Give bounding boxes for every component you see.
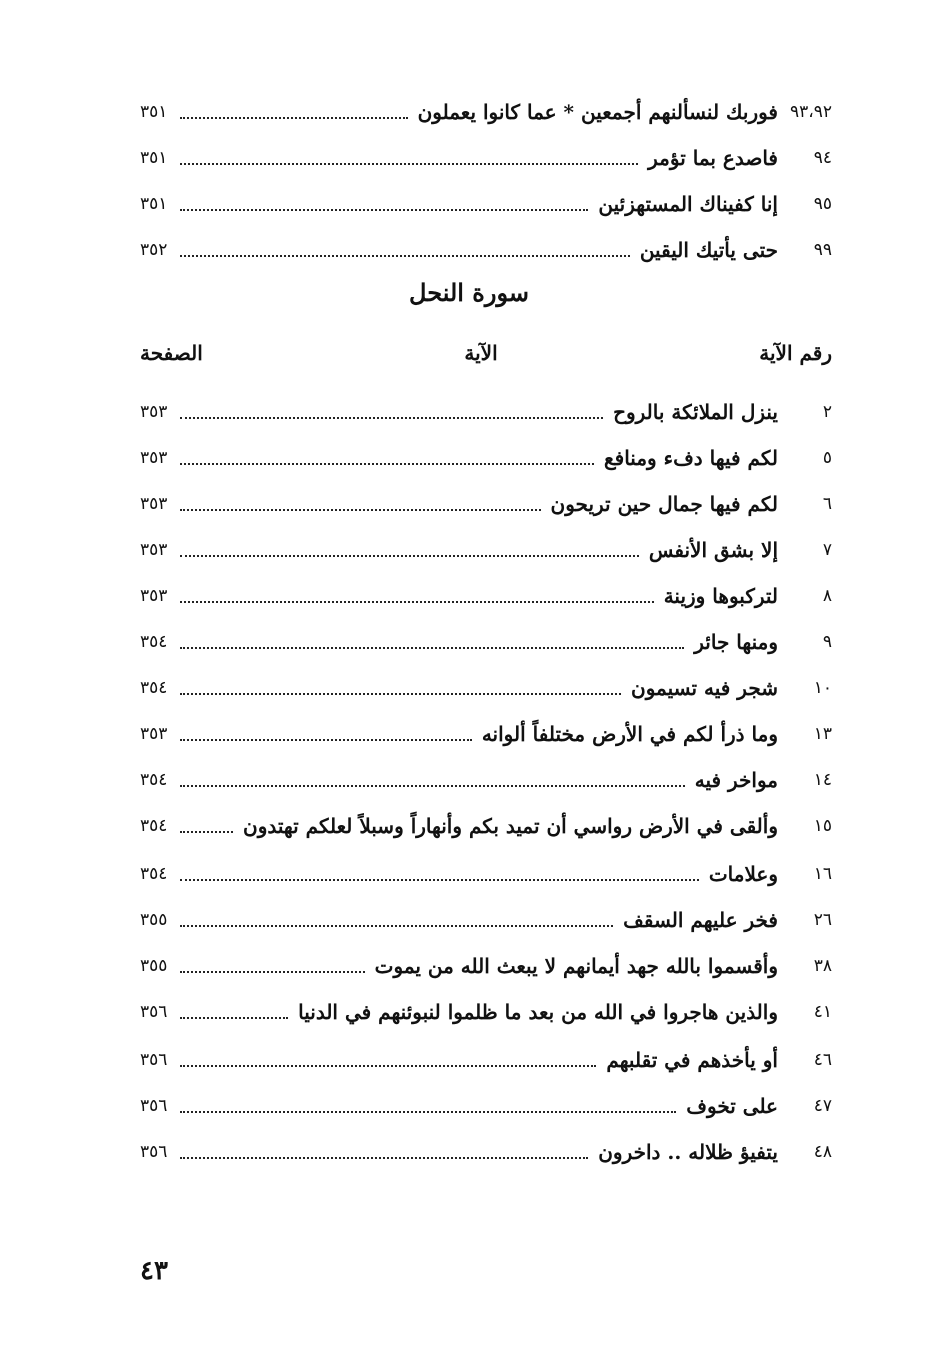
ayah-number: ٩ [822,632,832,652]
index-row [140,532,832,568]
page-reference: ٣٥٣ [140,586,168,606]
ayah-text: وما ذرأ لكم في الأرض مختلفاً ألوانه [481,722,778,746]
index-row [140,578,832,614]
ayah-text: فخر عليهم السقف [623,908,778,932]
page-reference: ٣٥٣ [140,724,168,744]
index-row [140,394,832,430]
page-reference: ٣٥٦ [140,1002,168,1022]
ayah-text: ومنها جائر [694,630,778,654]
dot-leader [180,163,638,165]
page-reference: ٣٥٤ [140,864,168,884]
dot-leader [180,1017,288,1019]
ayah-text: فاصدع بما تؤمر [648,146,778,170]
dot-leader [180,831,233,833]
index-row [140,440,832,476]
page-reference: ٣٥٤ [140,770,168,790]
index-row [140,902,832,938]
index-row [140,486,832,522]
ayah-number: ١٣ [813,724,832,744]
dot-leader [180,117,408,119]
ayah-number: ٥ [822,448,832,468]
ayah-text: لتركبوها وزينة [663,584,778,608]
ayah-text: إلا بشق الأنفس [648,538,778,562]
page-reference: ٣٥١ [140,194,168,214]
page-reference: ٣٥٤ [140,632,168,652]
header-ayah-number: رقم الآية [759,341,832,365]
page-reference: ٣٥٥ [140,956,168,976]
index-row [140,140,832,176]
index-row [140,624,832,660]
index-row [140,994,832,1030]
ayah-text: لكم فيها جمال حين تريحون [550,492,778,516]
ayah-text: لكم فيها دفء ومنافع [604,446,778,470]
ayah-text: والذين هاجروا في الله من بعد ما ظلموا لنبوئنهم في الدنيا [298,1000,778,1024]
ayah-number: ١٥ [813,816,832,836]
page-reference: ٣٥٦ [140,1096,168,1116]
dot-leader [180,509,541,511]
ayah-text: مواخر فيه [694,768,778,792]
ayah-text: وألقى في الأرض رواسي أن تميد بكم وأنهاراً وسبلاً لعلكم تهتدون [243,814,778,838]
page-reference: ٣٥٤ [140,816,168,836]
index-row [140,808,832,844]
ayah-number: ٩٥ [813,194,832,214]
dot-leader [180,647,684,649]
index-row [140,1134,832,1170]
dot-leader [180,417,603,419]
ayah-number: ٤٦ [813,1050,832,1070]
page-reference: ٣٥٣ [140,494,168,514]
ayah-text: فوربك لنسألنهم أجمعين * عما كانوا يعملون [417,100,778,124]
page-reference: ٣٥٣ [140,448,168,468]
dot-leader [180,693,621,695]
page-number: ٤٣ [140,1256,168,1286]
surah-title: سورة النحل [409,278,529,307]
page-reference: ٣٥٦ [140,1142,168,1162]
ayah-text: وعلامات [708,862,778,886]
page-reference: ٣٥٣ [140,402,168,422]
ayah-number: ٣٨ [813,956,832,976]
ayah-number: ٦ [822,494,832,514]
dot-leader [180,1157,588,1159]
ayah-number: ٩٩ [813,240,832,260]
ayah-text: يتفيؤ ظلاله .. داخرون [598,1140,778,1164]
header-page: الصفحة [140,341,203,365]
dot-leader [180,209,588,211]
dot-leader [180,463,594,465]
header-ayah: الآية [464,341,498,365]
dot-leader [180,555,639,557]
dot-leader [180,739,472,741]
dot-leader [180,255,630,257]
ayah-number: ٩٤ [813,148,832,168]
ayah-number: ٧ [822,540,832,560]
ayah-number: ١٤ [813,770,832,790]
index-row [140,94,832,130]
column-headers [140,336,832,370]
ayah-number: ٨ [822,586,832,606]
page-reference: ٣٥٢ [140,240,168,260]
ayah-number: ٢٦ [813,910,832,930]
ayah-text: إنا كفيناك المستهزئين [598,192,778,216]
ayah-text: وأقسموا بالله جهد أيمانهم لا يبعث الله من يموت [374,954,778,978]
page-reference: ٣٥٦ [140,1050,168,1070]
index-row [140,1042,832,1078]
ayah-text: شجر فيه تسيمون [631,676,778,700]
page-reference: ٣٥١ [140,148,168,168]
ayah-number: ٤١ [813,1002,832,1022]
ayah-number: ٢ [822,402,832,422]
index-row [140,186,832,222]
dot-leader [180,879,699,881]
index-row [140,232,832,268]
index-row [140,716,832,752]
dot-leader [180,971,365,973]
ayah-number: ٤٨ [813,1142,832,1162]
dot-leader [180,601,654,603]
ayah-text: ينزل الملائكة بالروح [613,400,778,424]
index-row [140,762,832,798]
index-row [140,1088,832,1124]
index-row [140,670,832,706]
page-reference: ٣٥١ [140,102,168,122]
ayah-number: ٤٧ [813,1096,832,1116]
index-row [140,948,832,984]
dot-leader [180,1111,676,1113]
index-row [140,856,832,892]
ayah-text: على تخوف [686,1094,778,1118]
ayah-number: ١٦ [813,864,832,884]
ayah-text: حتى يأتيك اليقين [639,238,778,262]
dot-leader [180,1065,596,1067]
dot-leader [180,925,613,927]
page-reference: ٣٥٣ [140,540,168,560]
dot-leader [180,785,685,787]
ayah-text: أو يأخذهم في تقلبهم [606,1048,778,1072]
ayah-number: ٩٣،٩٢ [789,102,832,122]
page-reference: ٣٥٥ [140,910,168,930]
ayah-number: ١٠ [813,678,832,698]
page-reference: ٣٥٤ [140,678,168,698]
